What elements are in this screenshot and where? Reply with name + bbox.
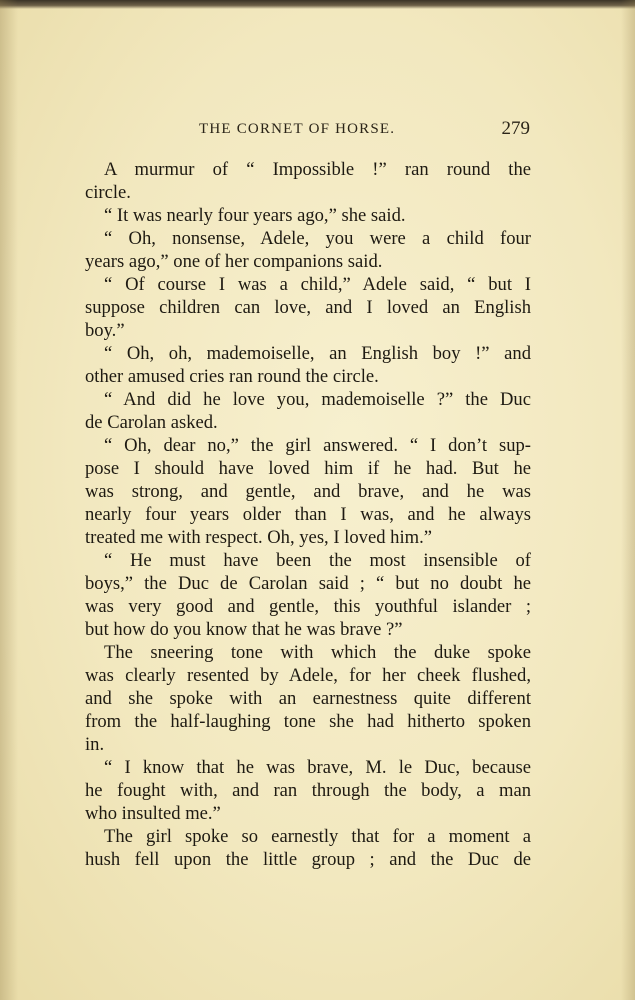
text-line: A murmur of “ Impossible !” ran round the xyxy=(104,159,531,180)
page-top-edge xyxy=(0,0,635,9)
page-number: 279 xyxy=(501,118,530,139)
text-line: “ And did he love you, mademoiselle ?” the Duc xyxy=(104,389,531,410)
text-line: was clearly resented by Adele, for her cheek flushed, xyxy=(85,665,531,686)
text-line: nearly four years older than I was, and he always xyxy=(85,504,531,525)
text-line: circle. xyxy=(85,182,131,203)
text-line: but how do you know that he was brave ?” xyxy=(85,619,403,640)
text-line: and she spoke with an earnestness quite different xyxy=(85,688,531,709)
text-line: pose I should have loved him if he had. But he xyxy=(85,458,531,479)
text-line: boys,” the Duc de Carolan said ; “ but no doubt he xyxy=(85,573,531,594)
text-line: treated me with respect. Oh, yes, I loved him.” xyxy=(85,527,432,548)
page-right-shadow xyxy=(621,0,635,1000)
text-line: “ Oh, dear no,” the girl answered. “ I don’t sup- xyxy=(104,435,531,456)
body-text xyxy=(85,158,531,871)
text-line: The sneering tone with which the duke spoke xyxy=(104,642,531,663)
text-line: from the half-laughing tone she had hitherto spoken xyxy=(85,711,531,732)
text-line: suppose children can love, and I loved an English xyxy=(85,297,531,318)
text-line: The girl spoke so earnestly that for a moment a xyxy=(104,826,531,847)
text-line: was strong, and gentle, and brave, and he was xyxy=(85,481,531,502)
text-line: hush fell upon the little group ; and the Duc de xyxy=(85,849,531,870)
text-line: he fought with, and ran through the body, a man xyxy=(85,780,531,801)
text-line: “ Of course I was a child,” Adele said, “ but I xyxy=(104,274,531,295)
text-line: was very good and gentle, this youthful islander ; xyxy=(85,596,531,617)
text-line: “ I know that he was brave, M. le Duc, because xyxy=(104,757,531,778)
text-line: “ He must have been the most insensible of xyxy=(104,550,531,571)
text-line: de Carolan asked. xyxy=(85,412,218,433)
text-line: “ Oh, oh, mademoiselle, an English boy !” and xyxy=(104,343,531,364)
text-line: years ago,” one of her companions said. xyxy=(85,251,383,272)
running-head xyxy=(85,118,530,142)
text-line: “ It was nearly four years ago,” she said. xyxy=(104,205,406,226)
text-line: boy.” xyxy=(85,320,125,341)
text-line: who insulted me.” xyxy=(85,803,221,824)
text-line: “ Oh, nonsense, Adele, you were a child four xyxy=(104,228,531,249)
text-line: other amused cries ran round the circle. xyxy=(85,366,379,387)
text-line: in. xyxy=(85,734,105,755)
page-left-shadow xyxy=(0,0,18,1000)
running-title: THE CORNET OF HORSE. xyxy=(199,121,396,137)
